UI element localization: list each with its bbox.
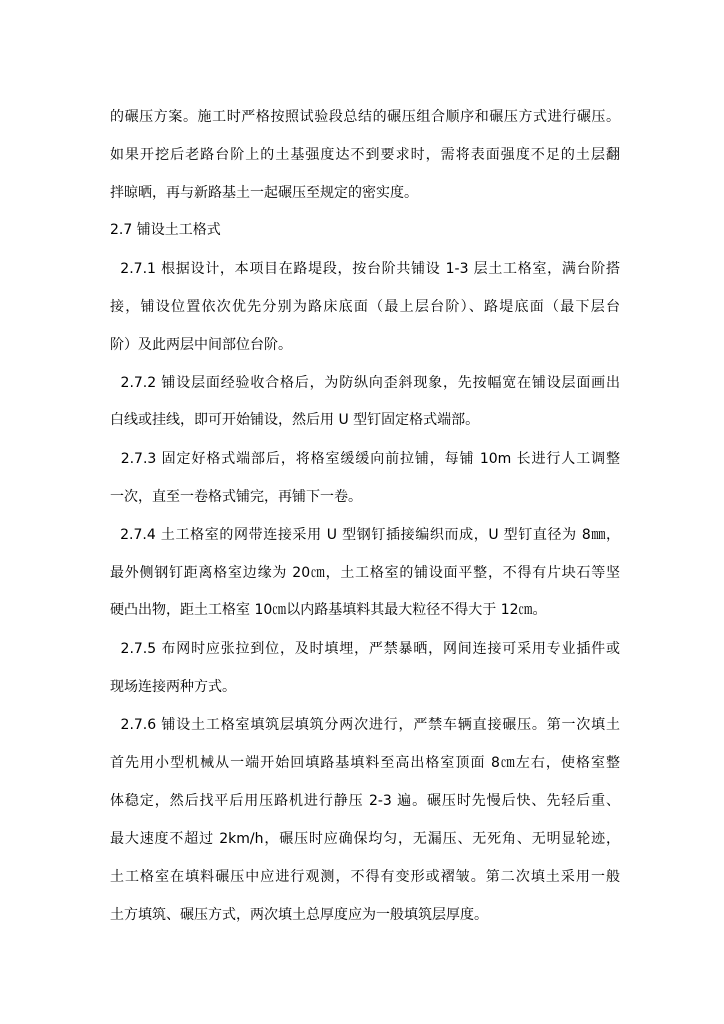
text-line: 2.7.1 根据设计，本项目在路堤段，按台阶共铺设 1-3 层土工格室，满台阶搭 (110, 261, 620, 277)
text-line: 一次，直至一卷格式铺完，再铺下一卷。 (110, 489, 362, 505)
text-line: 体稳定，然后找平后用压路机进行静压 2-3 遍。碾压时先慢后快、先轻后重、 (110, 793, 620, 809)
text-line: 2.7.5 布网时应张拉到位，及时填埋，严禁暴晒，网间连接可采用专业插件或 (110, 641, 620, 657)
section-heading: 2.7 铺设土工格式 (110, 222, 221, 238)
text-line: 土方填筑、碾压方式，两次填土总厚度应为一般填筑层厚度。 (110, 907, 488, 923)
text-line: 2.7.2 铺设层面经验收合格后，为防纵向歪斜现象，先按幅宽在铺设层面画出 (110, 375, 620, 391)
text-line: 首先用小型机械从一端开始回填路基填料至高出格室顶面 8㎝左右，使格室整 (110, 755, 620, 771)
text-line: 2.7.3 固定好格式端部后，将格室缓缓向前拉铺，每铺 10m 长进行人工调整 (110, 451, 620, 467)
text-line: 的碾压方案。施工时严格按照试验段总结的碾压组合顺序和碾压方式进行碾压。 (110, 109, 620, 125)
text-line: 硬凸出物，距土工格室 10㎝以内路基填料其最大粒径不得大于 12㎝。 (110, 602, 547, 618)
text-line: 阶）及此两层中间部位台阶。 (110, 337, 292, 353)
text-line: 土工格室在填料碾压中应进行观测，不得有变形或褶皱。第二次填土采用一般 (110, 869, 620, 885)
text-line: 如果开挖后老路台阶上的土基强度达不到要求时，需将表面强度不足的土层翻 (110, 147, 620, 163)
text-line: 2.7.6 铺设土工格室填筑层填筑分两次进行，严禁车辆直接碾压。第一次填土 (110, 717, 620, 733)
text-line: 白线或挂线，即可开始铺设，然后用 U 型钉固定格式端部。 (110, 412, 480, 428)
text-line: 最外侧钢钉距离格室边缘为 20㎝，土工格室的铺设面平整，不得有片块石等坚 (110, 565, 620, 581)
text-line: 最大速度不超过 2km/h，碾压时应确保均匀，无漏压、无死角、无明显轮迹， (110, 831, 620, 847)
text-line: 拌晾晒，再与新路基土一起碾压至规定的密实度。 (110, 185, 418, 201)
text-line: 现场连接两种方式。 (110, 679, 236, 695)
text-line: 接，铺设位置依次优先分别为路床底面（最上层台阶）、路堤底面（最下层台 (110, 299, 620, 315)
text-line: 2.7.4 土工格室的网带连接采用 U 型钢钉插接编织而成，U 型钉直径为 8㎜， (110, 527, 620, 543)
